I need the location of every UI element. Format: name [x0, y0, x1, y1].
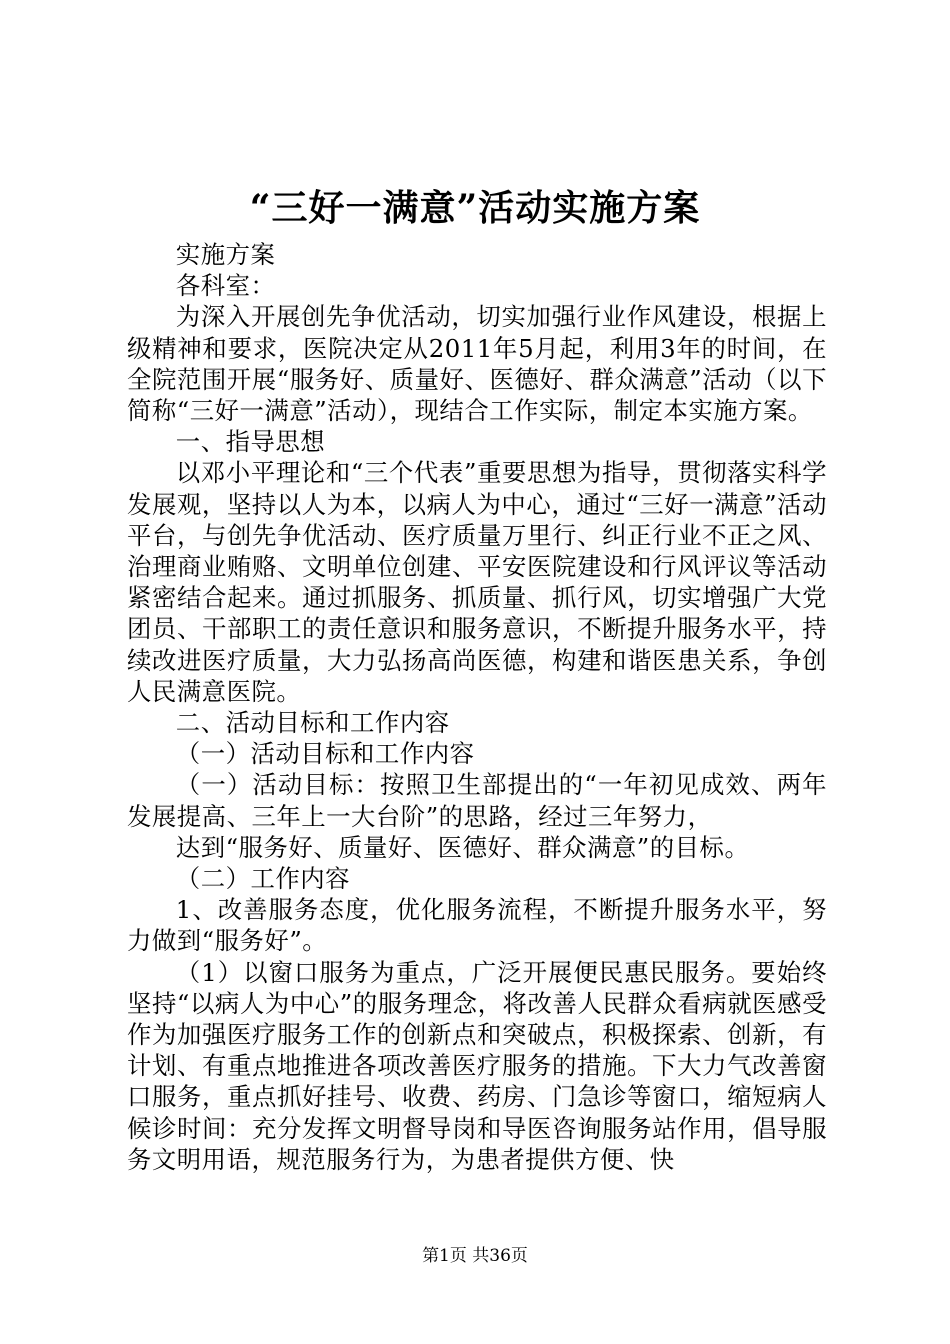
subheading-work-content: （二）工作内容 [175, 864, 351, 894]
page-number-footer: 第1页 共36页 [422, 1246, 528, 1266]
heading-goals-and-work: 二、活动目标和工作内容 [175, 708, 450, 738]
document-body [127, 239, 827, 1175]
paragraph-guiding-ideology: 以邓小平理论和“三个代表”重要思想为指导，贯彻落实科学发展观，坚持以人为本，以病人为中心，通过“三好一满意”活动平台，与创先争优活动、医疗质量万里行、纠正行业不正之风、治理商业贿赂、文明单位创建、平安医院建设和行风评议等活动紧密结合起来。通过抓服务、抓质量、抓行风，切实增强广大党团员、干部职工的责任意识和服务意识，不断提升服务水平，持续改进医疗质量，大力弘扬高尚医德，构建和谐医患关系，争创人民满意医院。 [127, 458, 827, 706]
paragraph-service-improve: 1、改善服务态度，优化服务流程，不断提升服务水平，努力做到“服务好”。 [127, 895, 827, 956]
paragraph-plan-label: 实施方案 [175, 240, 276, 269]
paragraph-salutation: 各科室： [175, 271, 276, 301]
paragraph-window-service: （1）以窗口服务为重点，广泛开展便民惠民服务。要始终坚持“以病人为中心”的服务理念，将改善人民群众看病就医感受作为加强医疗服务工作的创新点和突破点，积极探索、创新，有计划、有重点地推进各项改善医疗服务的措施。下大力气改善窗口服务，重点抓好挂号、收费、药房、门急诊等窗口，缩短病人候诊时间：充分发挥文明督导岗和导医咨询服务站作用，倡导服务文明用语，规范服务行为，为患者提供方便、快 [127, 957, 827, 1174]
paragraph-goal-achieve: 达到“服务好、质量好、医德好、群众满意”的目标。 [175, 832, 750, 862]
paragraph-intro: 为深入开展创先争优活动，切实加强行业作风建设，根据上级精神和要求，医院决定从2011年5月起，利用3年的时间，在全院范围开展“服务好、质量好、医德好、群众满意”活动（以下简称“三好一满意”活动），现结合工作实际，制定本实施方案。 [127, 302, 827, 426]
heading-guiding-ideology: 一、指导思想 [175, 427, 326, 457]
document-title: “三好一满意”活动实施方案 [249, 187, 701, 229]
subheading-goals-and-work: （一）活动目标和工作内容 [175, 739, 475, 769]
paragraph-activity-goal: （一）活动目标：按照卫生部提出的“一年初见成效、两年发展提高、三年上一大台阶”的思路，经过三年努力， [127, 770, 827, 831]
